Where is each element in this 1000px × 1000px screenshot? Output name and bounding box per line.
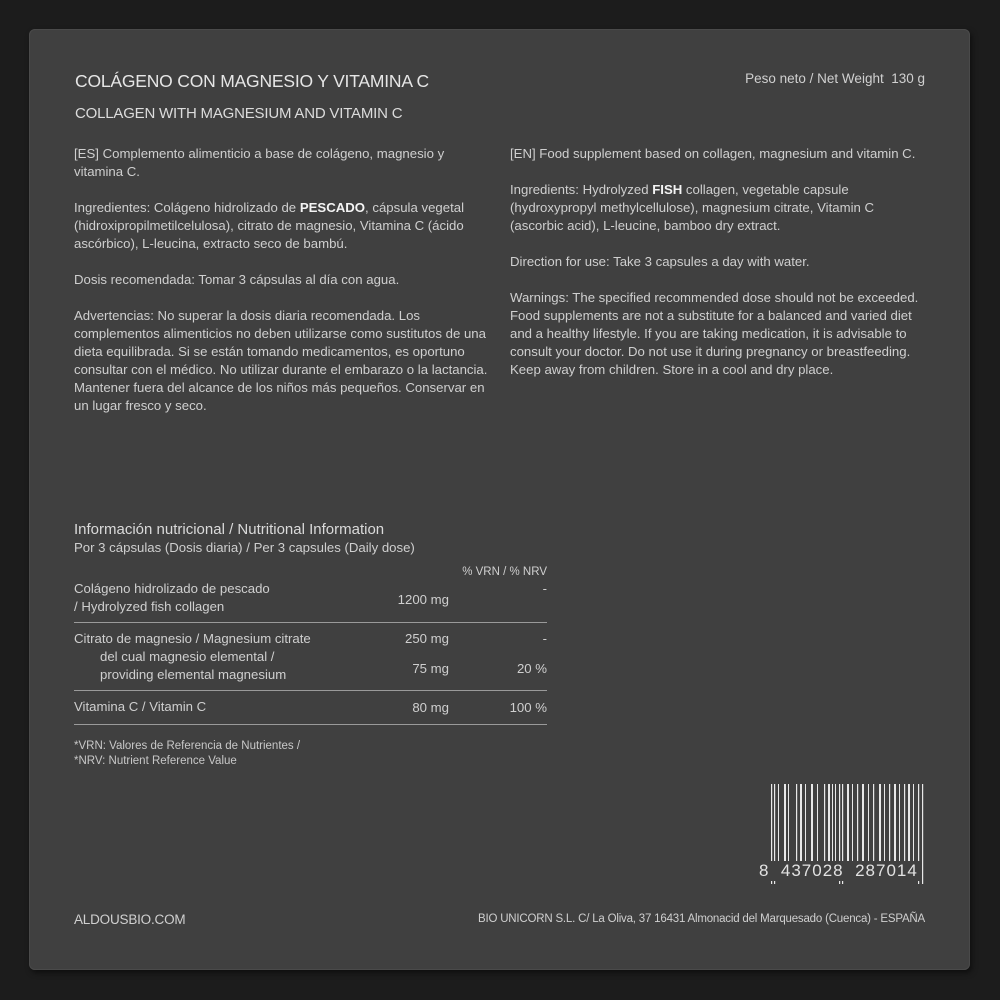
company-address: BIO UNICORN S.L. C/ La Oliva, 37 16431 Almonacid del Marquesado (Cuenca) - ESPAÑA <box>478 913 925 925</box>
nutrient-name: Citrato de magnesio / Magnesium citrate <box>74 631 311 646</box>
label-panel <box>29 29 970 970</box>
spanish-column <box>74 145 489 433</box>
net-weight: Peso neto / Net Weight 130 g <box>745 71 925 86</box>
nrv-header: % VRN / % NRV <box>462 566 547 578</box>
table-row <box>74 623 547 649</box>
nutrient-name-es: del cual magnesio elemental / <box>100 649 275 664</box>
nutrient-nrv: 100 % <box>449 691 547 725</box>
nutrient-name <box>74 578 329 623</box>
nutrient-name: Vitamina C / Vitamin C <box>74 691 329 725</box>
allergen-en: FISH <box>652 182 683 197</box>
footnote <box>74 739 547 769</box>
barcode-number: 8 437028 287014 <box>759 861 918 880</box>
nutrient-nrv: - <box>449 578 547 623</box>
allergen-es: PESCADO <box>299 200 366 215</box>
nutrient-amount: 80 mg <box>329 691 449 725</box>
nutrient-name <box>74 648 329 691</box>
description-es: [ES] Complemento alimenticio a base de colágeno, magnesio y vitamina C. <box>74 146 445 179</box>
nutrient-name-es: Colágeno hidrolizado de pescado <box>74 581 270 596</box>
nutrient-nrv: 20 % <box>449 648 547 691</box>
footnote-vrn: *VRN: Valores de Referencia de Nutrientes / <box>74 740 301 752</box>
ingredients-es <box>74 199 489 253</box>
nutrient-amount: 1200 mg <box>329 578 449 623</box>
product-title-en: COLLAGEN WITH MAGNESIUM AND VITAMIN C <box>75 105 403 122</box>
footnote-nrv: *NRV: Nutrient Reference Value <box>74 755 237 767</box>
ingredients-en <box>510 181 925 235</box>
nutrition-section <box>74 521 547 769</box>
table-row <box>74 648 547 691</box>
warnings-en: Warnings: The specified recommended dose should not be exceeded. Food supplements are not a substitute for a balanced and varied diet and a healthy lifestyle. If you are taking medication, it is advisable to consult your doctor. Do not use it during pregnancy or breastfeeding. Keep away from children. Store in a cool and dry place. <box>510 290 919 377</box>
dosage-en: Direction for use: Take 3 capsules a day with water. <box>510 254 810 269</box>
nutrient-amount: 75 mg <box>329 648 449 691</box>
table-row <box>74 578 547 623</box>
description-en: [EN] Food supplement based on collagen, magnesium and vitamin C. <box>510 146 916 161</box>
website-link[interactable]: ALDOUSBIO.COM <box>74 912 186 927</box>
ingredients-es-suffix: , cápsula vegetal (hidroxipropilmetilcelulosa), citrato de magnesio, Vitamina C (ácido ascórbico), L-leucina, extracto seco de bambú. <box>74 200 465 251</box>
nutrition-title: Información nutricional / Nutritional Information <box>74 521 385 538</box>
ingredients-en-suffix: collagen, vegetable capsule (hydroxypropyl methylcellulose), magnesium citrate, Vitamin C (ascorbic acid), L-leucine, bamboo dry extract. <box>510 182 875 233</box>
english-column <box>510 145 925 397</box>
nutrient-name-en: / Hydrolyzed fish collagen <box>74 599 225 614</box>
nutrition-table <box>74 578 547 725</box>
warnings-es: Advertencias: No superar la dosis diaria recomendada. Los complementos alimenticios no deben utilizarse como sustitutos de una dieta equilibrada. Si se están tomando medicamentos, es oportuno consultar con el médico. No utilizar durante el embarazo o la lactancia. Mantener fuera del alcance de los niños más pequeños. Conservar en un lugar fresco y seco. <box>74 308 488 413</box>
dosage-es: Dosis recomendada: Tomar 3 cápsulas al día con agua. <box>74 272 400 287</box>
ingredients-es-prefix: Ingredientes: Colágeno hidrolizado de <box>74 200 300 215</box>
nutrition-subtitle: Por 3 cápsulas (Dosis diaria) / Per 3 capsules (Daily dose) <box>74 540 415 555</box>
nutrient-name-en: providing elemental magnesium <box>100 667 287 682</box>
table-row <box>74 691 547 725</box>
nutrient-amount: 250 mg <box>405 631 449 646</box>
ingredients-en-prefix: Ingredients: Hydrolyzed <box>510 182 653 197</box>
nutrient-nrv: - <box>542 631 547 646</box>
product-title-es: COLÁGENO CON MAGNESIO Y VITAMINA C <box>75 71 429 91</box>
